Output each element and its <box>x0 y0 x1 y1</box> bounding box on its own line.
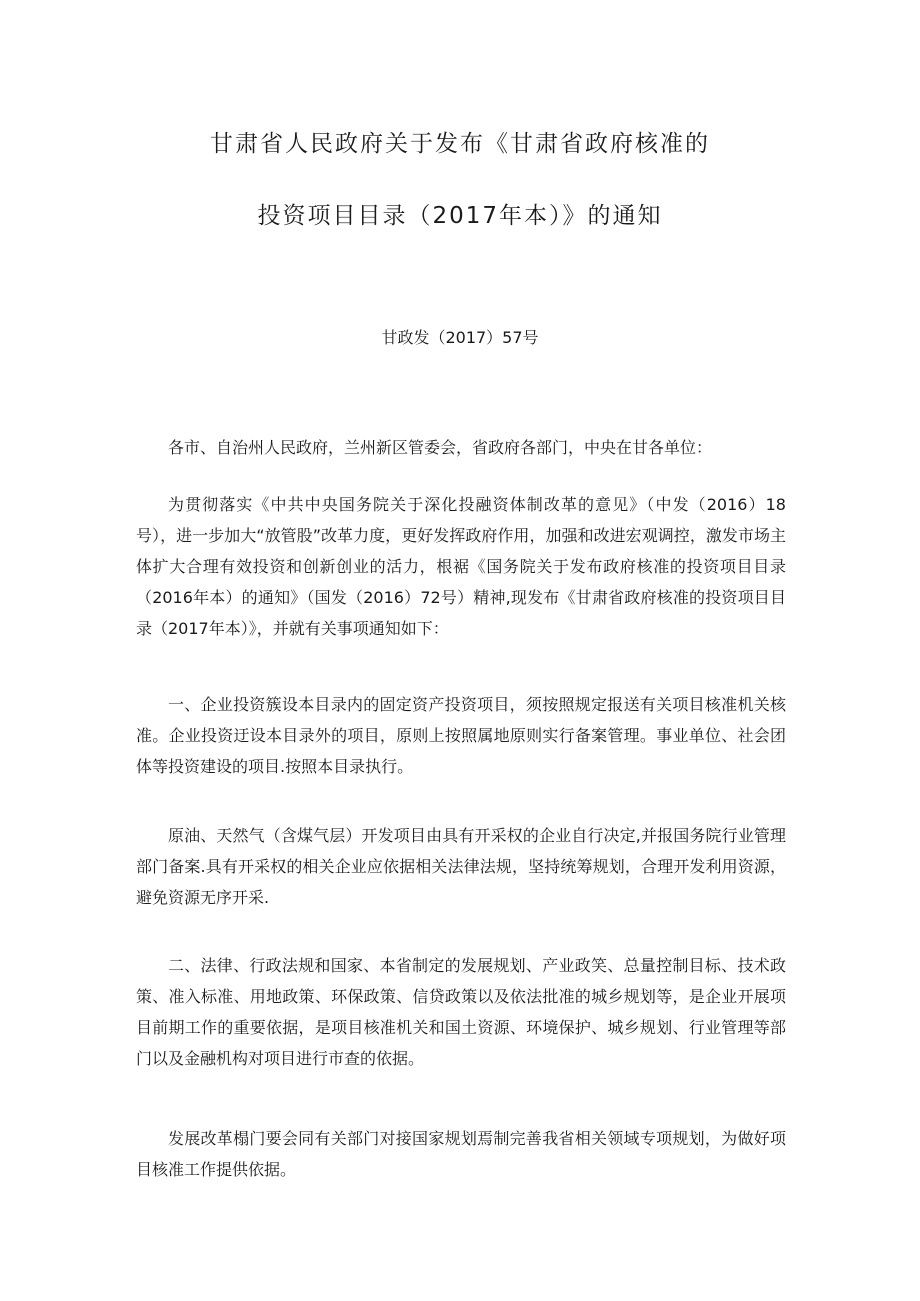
paragraph: 为贯彻落实《中共中央国务院关于深化投融资体制改革的意见》（中发（2016）18号），进一步加大“放管股”改革力度，更好发挥政府作用，加强和改进宏观调控，激发市场主体扩大合理有效投资和创新创业的活力，根裾《国务院关于发布政府核准的投资项目目录（2016年本）的通知》（国发（2016）72号）精神,现发布《甘肃省政府核准的投资项目目录（2017年本）》，并就有关事项通知如下： <box>136 495 786 638</box>
salutation: 各市、自治州人民政府，兰州新区管委会，省政府各部门，中央在甘各单位： <box>168 438 713 457</box>
paragraph: 原油、天然气（含煤气层）开发项目由具有开采权的企业自行决定,并报国务院行业管理部门备案.具有开采权的相关企业应依据相关法律法规，坚持统筹规划，合理开发利用资源，避免资源无序开采. <box>136 826 786 907</box>
document-title-line-2: 投资项目目录（2017年本）》的通知 <box>257 203 663 229</box>
paragraph: 二、法律、行政法规和国家、本省制定的发展规划、产业政笑、总量控制目标、技术政策、准入标准、用地政策、环保政策、信贷政策以及依法批准的城乡规划等，是企业开展项目前期工作的重要依据，是项目核准机关和国土资源、环境保护、城乡规划、行业管理等部门以及金融机构对项目进行市查的依据。 <box>136 956 786 1068</box>
paragraph: 一、企业投资簇设本目录内的固定资产投资项目，须按照规定报送有关项目核准机关核准。企业投资迂设本目录外的项目，原则上按照属地原则实行备案管理。事业单位、社会团体等投资建设的项目.按照本目录执行。 <box>136 695 786 776</box>
paragraph: 发展改革榻门要会同有关部门对接国家规划焉制完善我省相关领域专项规划，为做好项目核准工作提供依据。 <box>136 1129 786 1179</box>
document-number: 甘政发（2017）57号 <box>381 328 539 347</box>
document-title-line-1: 甘肃省人民政府关于发布《甘肃省政府核准的 <box>210 131 710 157</box>
